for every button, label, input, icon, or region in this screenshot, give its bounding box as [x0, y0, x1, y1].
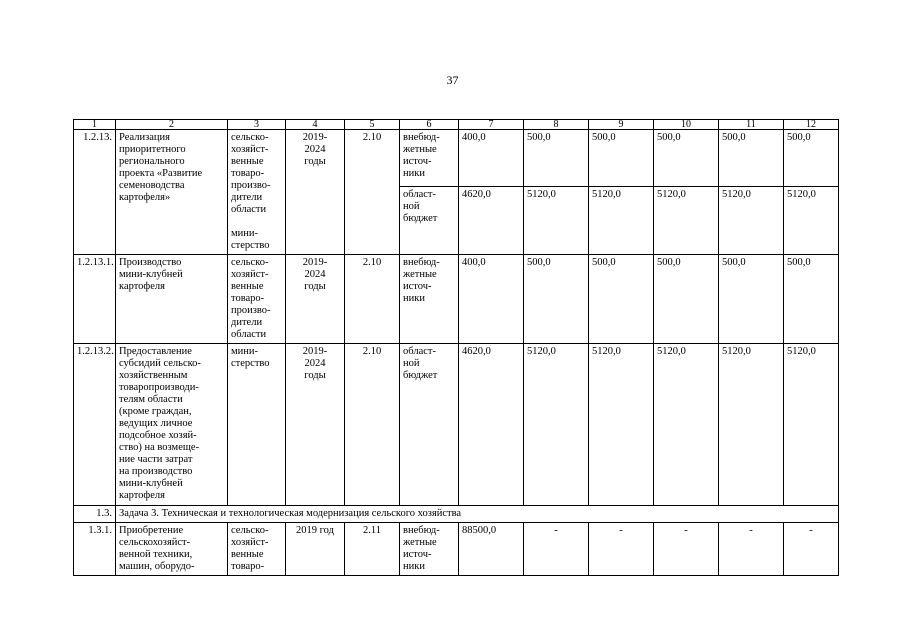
table-row [74, 255, 839, 344]
item-period: 2019- 2024 годы [286, 255, 345, 344]
item-indicator: 2.10 [345, 255, 400, 344]
funding-value: 500,0 [719, 130, 784, 187]
column-number-row [74, 120, 839, 130]
funding-value: 500,0 [654, 130, 719, 187]
item-period: 2019- 2024 годы [286, 130, 345, 255]
column-number: 2 [116, 120, 228, 130]
item-indicator: 2.11 [345, 523, 400, 576]
funding-value: - [654, 523, 719, 576]
item-number: 1.2.13.2. [74, 344, 116, 506]
task-number: 1.3. [74, 506, 116, 523]
funding-source: внебюд- жетные источ- ники [400, 523, 459, 576]
item-indicator: 2.10 [345, 344, 400, 506]
page-number: 37 [446, 73, 459, 87]
item-indicator: 2.10 [345, 130, 400, 255]
funding-source: внебюд- жетные источ- ники [400, 255, 459, 344]
funding-value: 5120,0 [719, 186, 784, 254]
funding-value: 500,0 [589, 255, 654, 344]
funding-value: 500,0 [784, 255, 839, 344]
item-executor: сельско- хозяйст- венные товаро- [228, 523, 286, 576]
funding-value: 5120,0 [654, 344, 719, 506]
funding-value: 500,0 [784, 130, 839, 187]
item-executor: сельско- хозяйст- венные товаро- произво- дители области мини- стерство [228, 130, 286, 255]
funding-value: - [719, 523, 784, 576]
item-period: 2019- 2024 годы [286, 344, 345, 506]
funding-value: 5120,0 [589, 186, 654, 254]
funding-value: - [589, 523, 654, 576]
funding-value: 500,0 [589, 130, 654, 187]
funding-source: внебюд- жетные источ- ники [400, 130, 459, 187]
funding-value: 500,0 [654, 255, 719, 344]
column-number: 3 [228, 120, 286, 130]
funding-value: 400,0 [459, 255, 524, 344]
funding-value: 4620,0 [459, 186, 524, 254]
funding-value: 500,0 [719, 255, 784, 344]
funding-value: 5120,0 [784, 186, 839, 254]
funding-value: 500,0 [524, 255, 589, 344]
table-row [74, 130, 839, 187]
column-number: 4 [286, 120, 345, 130]
funding-value: 400,0 [459, 130, 524, 187]
item-number: 1.2.13.1. [74, 255, 116, 344]
column-number: 7 [459, 120, 524, 130]
item-name: Реализация приоритетного регионального проекта «Развитие семеноводства картофеля» [116, 130, 228, 255]
column-number: 12 [784, 120, 839, 130]
task-title: Задача 3. Техническая и технологическая модернизация сельского хозяйства [116, 506, 839, 523]
funding-value: 5120,0 [589, 344, 654, 506]
funding-value: 5120,0 [784, 344, 839, 506]
funding-value: - [784, 523, 839, 576]
item-name: Производство мини-клубней картофеля [116, 255, 228, 344]
column-number: 5 [345, 120, 400, 130]
column-number: 6 [400, 120, 459, 130]
funding-value: - [524, 523, 589, 576]
item-number: 1.3.1. [74, 523, 116, 576]
funding-value: 4620,0 [459, 344, 524, 506]
table-row [74, 523, 839, 576]
funding-value: 5120,0 [654, 186, 719, 254]
program-table [73, 119, 839, 576]
table-row [74, 344, 839, 506]
item-name: Приобретение сельскохозяйст- венной техники, машин, оборудо- [116, 523, 228, 576]
column-number: 1 [74, 120, 116, 130]
item-executor: мини- стерство [228, 344, 286, 506]
column-number: 9 [589, 120, 654, 130]
column-number: 8 [524, 120, 589, 130]
item-period: 2019 год [286, 523, 345, 576]
funding-value: 5120,0 [524, 186, 589, 254]
task-row [74, 506, 839, 523]
funding-value: 500,0 [524, 130, 589, 187]
item-executor: сельско- хозяйст- венные товаро- произво- дители области [228, 255, 286, 344]
funding-value: 5120,0 [719, 344, 784, 506]
funding-source: област- ной бюджет [400, 344, 459, 506]
funding-source: област- ной бюджет [400, 186, 459, 254]
funding-value: 88500,0 [459, 523, 524, 576]
item-number: 1.2.13. [74, 130, 116, 255]
column-number: 10 [654, 120, 719, 130]
funding-value: 5120,0 [524, 344, 589, 506]
column-number: 11 [719, 120, 784, 130]
item-name: Предоставление субсидий сельско- хозяйственным товаропроизводи- телям области (кроме граждан, ведущих личное подсобное хозяй- ство) на возмеще- ние части затрат на производство мини-клубней картофеля [116, 344, 228, 506]
